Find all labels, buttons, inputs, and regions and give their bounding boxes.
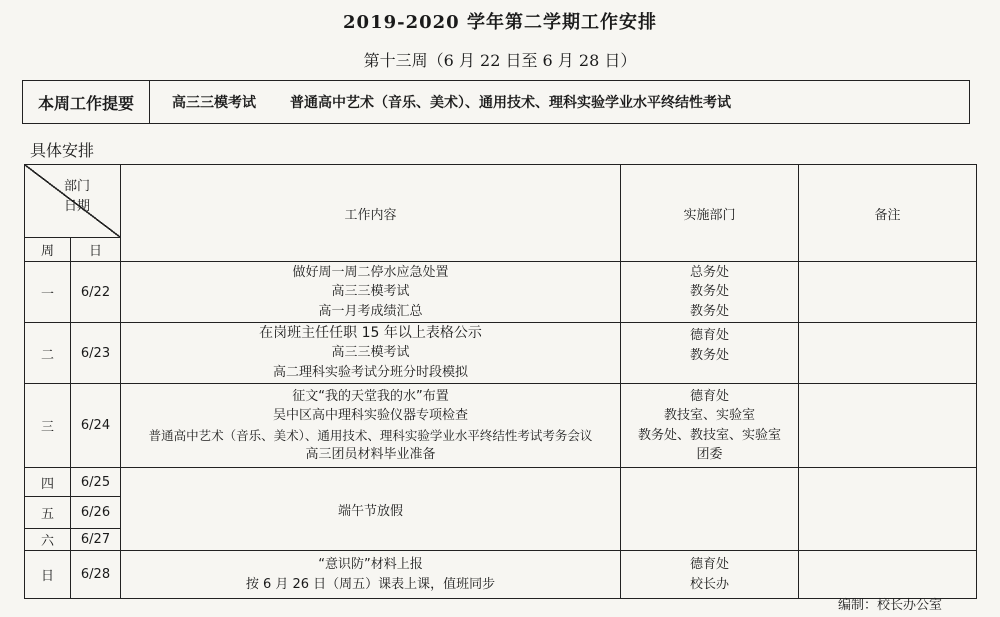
date-cell: 6/22	[71, 262, 121, 323]
summary-label: 本周工作提要	[23, 81, 150, 123]
date-cell: 6/23	[71, 323, 121, 384]
week-subtitle: 第十三周（6 月 22 日至 6 月 28 日）	[363, 51, 637, 70]
date-cell: 6/27	[71, 529, 121, 551]
header-day: 日	[71, 238, 121, 262]
content-cell: 在岗班主任任职 15 年以上表格公示 高三三模考试 高二理科实验考试分班分时段模拟	[121, 323, 621, 384]
note-cell	[799, 468, 977, 551]
table-row	[25, 384, 977, 468]
dept-cell: 德育处 校长办	[621, 551, 799, 599]
date-cell: 6/26	[71, 497, 121, 529]
week-cell: 日	[25, 551, 71, 599]
holiday-cell: 端午节放假	[121, 468, 621, 551]
section-title: 具体安排	[30, 141, 95, 160]
date-cell: 6/28	[71, 551, 121, 599]
document-title: 2019-2020 学年第二学期工作安排	[343, 12, 657, 33]
table-row	[25, 551, 977, 599]
diag-dept-label: 部门	[63, 179, 90, 194]
table-row	[25, 262, 977, 323]
header-dept: 实施部门	[621, 165, 799, 262]
week-cell: 二	[25, 323, 71, 384]
week-cell: 六	[25, 529, 71, 551]
content-cell: 做好周一周二停水应急处置 高三三模考试 高一月考成绩汇总	[121, 262, 621, 323]
summary-item: 高三三模考试	[172, 95, 256, 111]
table-row	[25, 323, 977, 384]
content-cell: “意识防”材料上报 按 6 月 26 日（周五）课表上课，值班同步	[121, 551, 621, 599]
week-cell: 一	[25, 262, 71, 323]
dept-cell: 德育处 教务处	[621, 323, 799, 384]
date-cell: 6/25	[71, 468, 121, 497]
weekly-summary-box	[22, 80, 970, 124]
note-cell	[799, 551, 977, 599]
summary-item: 普通高中艺术（音乐、美术）、通用技术、理科实验学业水平终结性考试	[290, 95, 731, 111]
dept-cell	[621, 468, 799, 551]
date-cell: 6/24	[71, 384, 121, 468]
week-cell: 四	[25, 468, 71, 497]
note-cell	[799, 384, 977, 468]
dept-cell: 总务处 教务处 教务处	[621, 262, 799, 323]
week-cell: 五	[25, 497, 71, 529]
table-row	[25, 468, 977, 497]
header-week: 周	[25, 238, 71, 262]
diag-date-label: 日期	[63, 199, 90, 214]
dept-cell: 德育处 教技室、实验室 教务处、教技室、实验室 团委	[621, 384, 799, 468]
summary-items	[150, 81, 765, 123]
diagonal-header-cell	[25, 165, 121, 238]
note-cell	[799, 323, 977, 384]
schedule-table	[24, 164, 977, 599]
content-cell: 征文“我的天堂我的水”布置 吴中区高中理科实验仪器专项检查 普通高中艺术（音乐、美术）、通用技术、理科实验学业水平终结性考试考务会议 高三团员材料毕业准备	[121, 384, 621, 468]
week-cell: 三	[25, 384, 71, 468]
note-cell	[799, 262, 977, 323]
header-content: 工作内容	[121, 165, 621, 262]
header-note: 备注	[799, 165, 977, 262]
table-header-row	[25, 165, 977, 238]
footer-compiler: 编制：校长办公室	[837, 598, 942, 613]
